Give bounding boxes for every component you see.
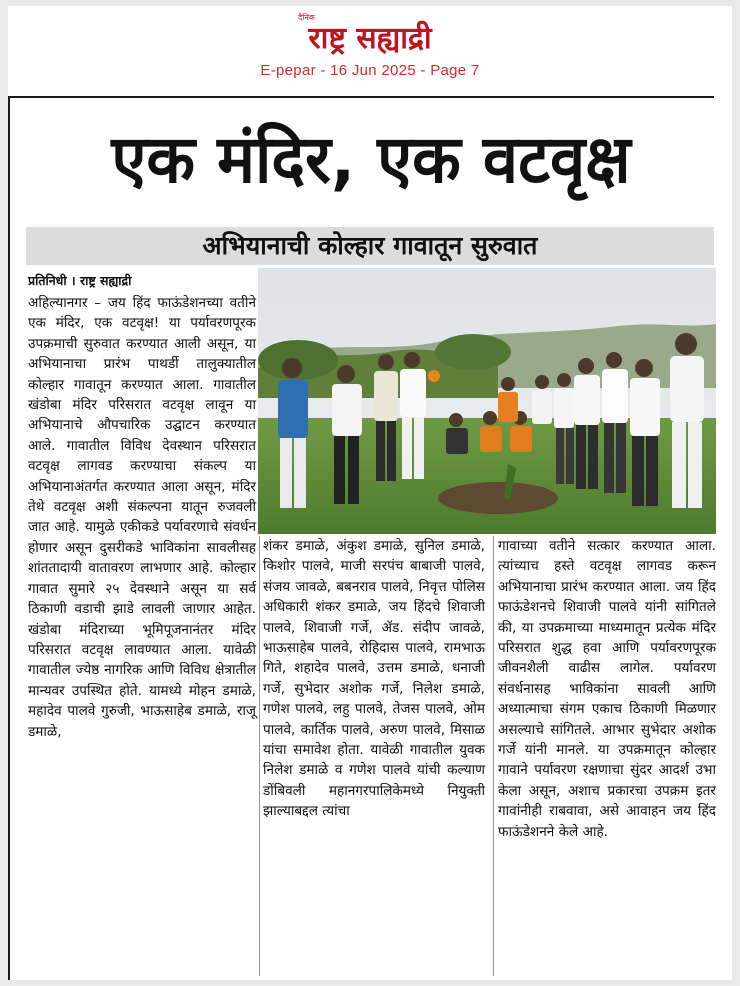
column-divider xyxy=(259,536,260,976)
tree-planting-photo xyxy=(258,268,716,534)
page-left-border xyxy=(8,98,10,980)
article-column-3: गावाच्या वतीने सत्कार करण्यात आला. त्यांच्याच हस्ते वटवृक्ष लागवड करून अभियानाचा प्रारंभ करण्यात आला. जय हिंद फाऊंडेशनचे शिवाजी पालवे यांनी सांगितले की, या उपक्रमाच्या माध्यमातून प्रत्येक मंदिर परिसरात शुद्ध हवा आणि पर्यावरणपूरक जीवनशैली वाढीस लागेल. पर्यावरण संवर्धनासह भाविकांना सावली आणि अध्यात्माचा संगम एकाच ठिकाणी मिळणार असल्याचे सांगितले. आभार सुभेदार अशोक गर्जे यांनी मानले. या उपक्रमातून कोल्हार गावाने पर्यावरण रक्षणाचा सुंदर आदर्श उभा केला असून, अशाच प्रकारचा उपक्रम इतर गावांनीही राबवावा, असे आवाहन जय हिंद फाऊंडेशनने केले आहे. xyxy=(498,538,716,840)
newspaper-page xyxy=(8,6,732,980)
newspaper-logo: राष्ट्र सह्याद्री xyxy=(308,21,432,56)
article-column-2: शंकर डमाळे, अंकुश डमाळे, सुनिल डमाळे, किशोर पालवे, माजी सरपंच बाबाजी पालवे, संजय जावळे, बबनराव पालवे, निवृत्त पोलिस अधिकारी शंकर डमाळे, जय हिंदचे शिवाजी पालवे, शिवाजी गर्जे, ॲड. संदीप जावळे, भाऊसाहेब पालवे, रोहिदास पालवे, रामभाऊ गिते, शहादेव पालवे, उत्तम डमाळे, धनाजी गर्जे, सुभेदार अशोक गर्जे, निलेश डमाळे, गणेश पालवे, लहु पालवे, तेजस पालवे, ओम पालवे, कार्तिक पालवे, अरुण पालवे, मिसाळ यांचा समावेश होता. यावेळी गावातील युवक निलेश डमाळे व गणेश पालवे यांची कल्याण डोंबिवली महानगरपालिकेमध्ये नियुक्ती झाल्याबद्दल त्यांचा xyxy=(263,538,485,820)
article-column-1: अहिल्यानगर – जय हिंद फाऊंडेशनच्या वतीने एक मंदिर, एक वटवृक्ष! या पर्यावरणपूरक उपक्रमाची सुरुवात करण्यात आली असून, या अभियानाचा प्रारंभ पाथर्डी तालुक्यातील कोल्हार गावातून करण्यात आला. गावातील खंडोबा मंदिर परिसरात वटवृक्ष लावून या अभियानाचे औपचारिक उद्घाटन करण्यात आले. गावातील विविध देवस्थान परिसरात वटवृक्ष लागवड करण्याचा संकल्प या अभियानाअंतर्गत करण्यात आला असून, मंदिर तेथे वटवृक्ष अशी संकल्पना यातून रुजवली जात आहे. यामुळे एकीकडे पर्यावरणाचे संवर्धन होणार असून दुसरीकडे भाविकांना सावलीसह शांततादायी वातावरण लाभणार आहे. कोल्हार गावात सुमारे २५ देवस्थाने असून या सर्व ठिकाणी वडाची झाडे लावली जाणार आहेत. खंडोबा मंदिराच्या भूमिपूजनानंतर मंदिर परिसरात वटवृक्ष लावण्यात आला. यावेळी गावातील ज्येष्ठ नागरिक आणि विविध क्षेत्रातील मान्यवर उपस्थित होते. यामध्ये मोहन डमाळे, महादेव पालवे गुरुजी, भाऊसाहेब डमाळे, राजू डमाळे, xyxy=(28,295,256,740)
article-byline: प्रतिनिधी । राष्ट्र सह्याद्री xyxy=(28,273,132,288)
masthead-pre-logo: दैनिक xyxy=(298,13,315,22)
masthead-divider xyxy=(8,96,714,98)
article-photo xyxy=(258,268,716,534)
article-headline: एक मंदिर, एक वटवृक्ष xyxy=(111,121,631,198)
edition-line: E-pepar - 16 Jun 2025 - Page 7 xyxy=(260,62,480,79)
masthead xyxy=(8,6,732,98)
article-subheadline: अभियानाची कोल्हार गावातून सुरुवात xyxy=(202,231,538,260)
column-divider xyxy=(493,536,494,976)
